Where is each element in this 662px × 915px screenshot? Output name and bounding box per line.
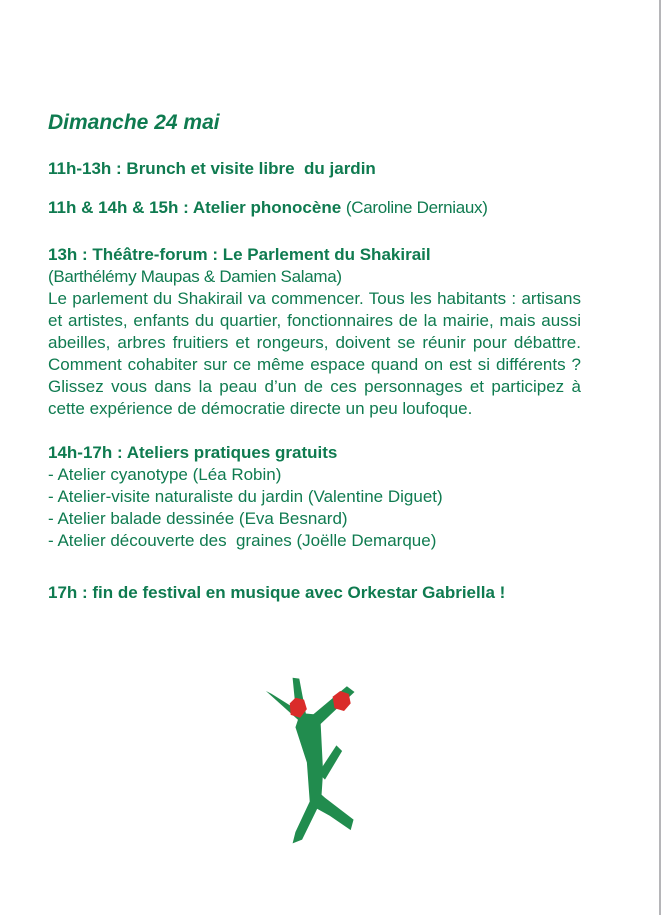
event-description: Le parlement du Shakirail va commencer. Tous les habitants : artisans et artistes, enfants du quartier, fonctionnaires de la mairie, mais aussi abeilles, arbres fruitiers et rongeurs, doivent se réunir pour débattre. Comment cohabiter sur ce même espace quand on est si différents ? Glissez vous dans la peau d’un de ces personnages et participez à cette expérience de démocratie directe un peu loufoque. — [48, 289, 581, 418]
event-title: 11h & 14h & 15h : Atelier phonocène — [48, 198, 342, 217]
workshop-item: - Atelier-visite naturaliste du jardin (Valentine Diguet) — [48, 487, 443, 506]
event-phonocene — [48, 197, 581, 219]
tree-logo-graphic — [237, 672, 432, 872]
event-title: 11h-13h : Brunch et visite libre du jardin — [48, 159, 376, 178]
event-title: 17h : fin de festival en musique avec Orkestar Gabriella ! — [48, 583, 506, 602]
event-theatre-forum — [48, 244, 581, 420]
event-title: 13h : Théâtre-forum : Le Parlement du Shakirail — [48, 245, 431, 264]
event-credit: (Barthélémy Maupas & Damien Salama) — [48, 267, 342, 286]
event-ateliers — [48, 442, 581, 552]
event-festival-end — [48, 582, 581, 604]
workshop-item: - Atelier découverte des graines (Joëlle Demarque) — [48, 531, 437, 550]
program-content — [48, 0, 581, 604]
event-brunch — [48, 158, 581, 180]
event-title: 14h-17h : Ateliers pratiques gratuits — [48, 443, 338, 462]
workshop-item: - Atelier cyanotype (Léa Robin) — [48, 465, 282, 484]
event-credit: (Caroline Derniaux) — [345, 198, 488, 217]
tree-right-leg — [313, 790, 354, 830]
page-edge-line — [659, 0, 661, 915]
workshop-item: - Atelier balade dessinée (Eva Besnard) — [48, 509, 348, 528]
festival-tree-logo — [237, 672, 432, 872]
day-heading: Dimanche 24 mai — [48, 111, 220, 134]
berry-right-icon — [333, 691, 351, 711]
tree-trunk — [293, 713, 323, 843]
